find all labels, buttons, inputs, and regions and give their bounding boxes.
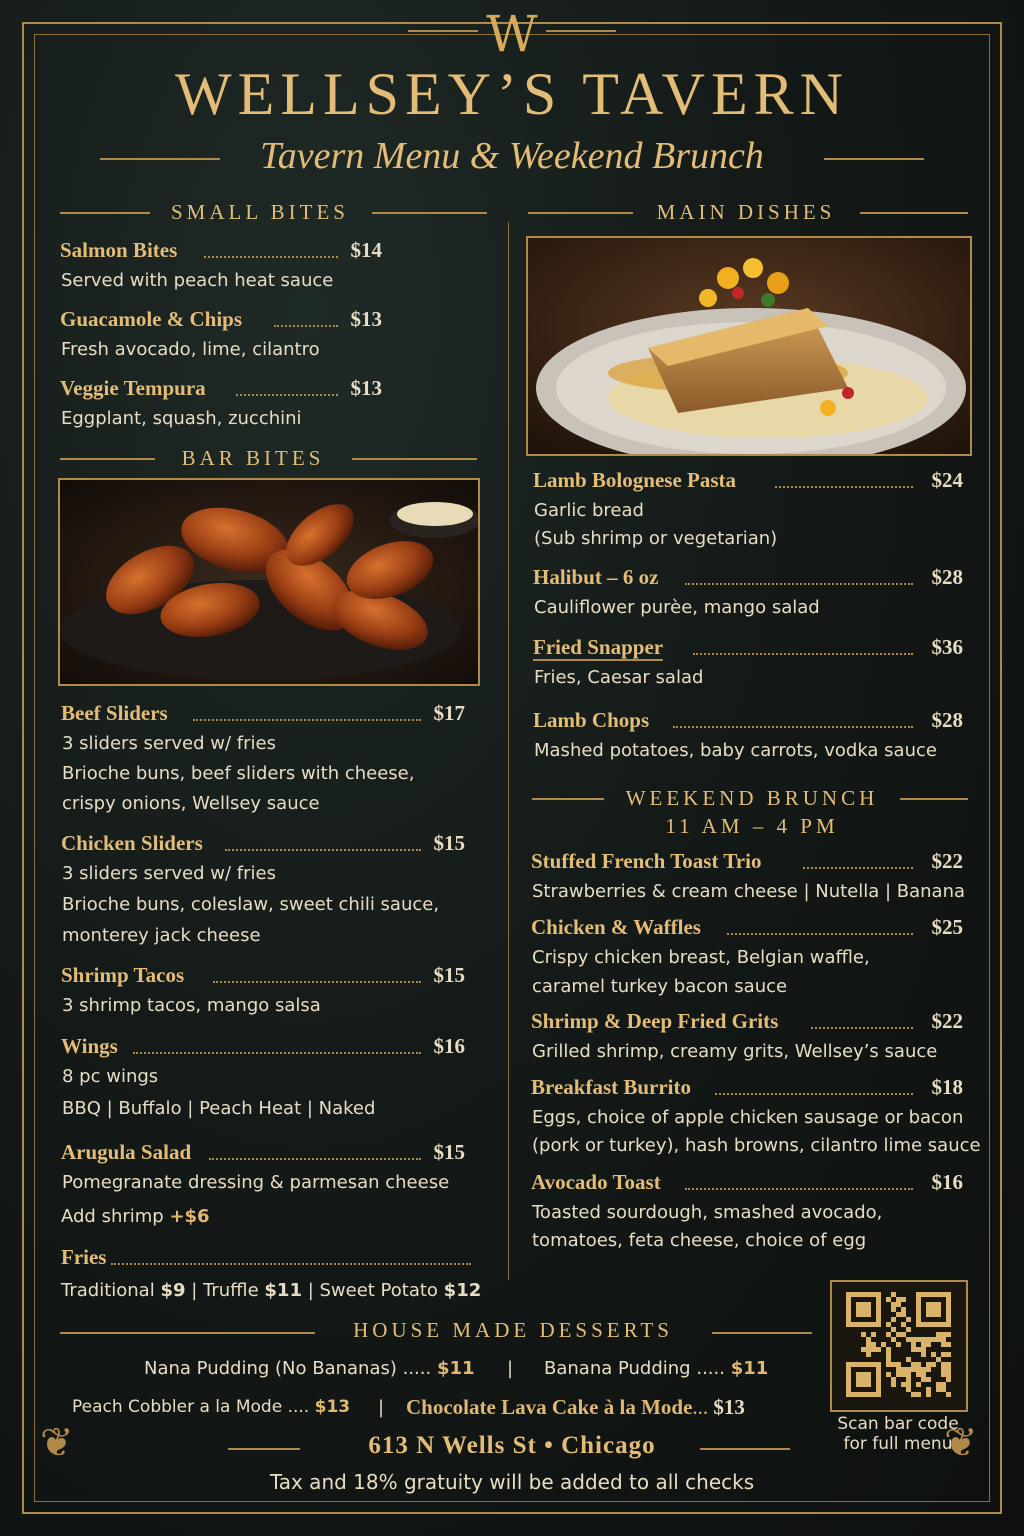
menu-item-name: Fries (61, 1245, 107, 1269)
dot-leader (803, 867, 913, 869)
menu-item (60, 307, 382, 332)
dessert-item-featured: Chocolate Lava Cake à la Mode... $13 (406, 1395, 745, 1419)
ornament-icon: ❦ (40, 1420, 74, 1466)
menu-item (61, 831, 465, 856)
dot-leader (715, 1093, 913, 1095)
desserts-heading: HOUSE MADE DESSERTS (353, 1318, 673, 1342)
dot-leader (811, 1027, 913, 1029)
menu-item-price: $15 (433, 963, 465, 987)
section-rule (528, 212, 633, 214)
menu-item (61, 1245, 471, 1270)
menu-item (61, 1140, 465, 1165)
menu-item (61, 1034, 465, 1059)
section-rule (700, 1448, 790, 1450)
menu-item-name: Fried Snapper (533, 635, 664, 659)
menu-item-name: Veggie Tempura (60, 376, 206, 400)
menu-item-description: monterey jack cheese (62, 925, 261, 946)
dot-leader (685, 583, 913, 585)
menu-item-name: Breakfast Burrito (531, 1075, 692, 1099)
menu-item (533, 565, 963, 590)
menu-item-price: $13 (350, 376, 382, 400)
menu-item-name: Wings (61, 1034, 118, 1058)
column-divider (508, 222, 509, 1280)
menu-item-description: 3 sliders served w/ fries (62, 863, 276, 884)
menu-item (61, 963, 465, 988)
menu-item-name: Halibut – 6 oz (533, 565, 659, 589)
dessert-separator: | (507, 1358, 514, 1379)
dot-leader (209, 1158, 421, 1160)
dot-leader (775, 486, 913, 488)
menu-item-description: tomatoes, feta cheese, choice of egg (532, 1230, 867, 1251)
menu-item-description: (pork or turkey), hash browns, cilantro lime sauce (532, 1135, 981, 1156)
menu-item-price: $24 (931, 468, 963, 492)
dessert-item: Peach Cobbler a la Mode .... $13 (72, 1397, 351, 1417)
addon-line: Add shrimp +$6 (61, 1206, 210, 1227)
menu-item-description: Mashed potatoes, baby carrots, vodka sauce (534, 740, 937, 761)
menu-item-price: $22 (931, 849, 963, 873)
monogram-logo: W (470, 6, 554, 62)
menu-item-name: Stuffed French Toast Trio (531, 849, 762, 873)
dot-leader (193, 719, 421, 721)
menu-item-name: Avocado Toast (531, 1170, 661, 1194)
menu-item-name: Lamb Bolognese Pasta (533, 468, 737, 492)
menu-item-description: (Sub shrimp or vegetarian) (534, 528, 778, 549)
dot-leader (225, 849, 421, 851)
menu-item-price: $14 (350, 238, 382, 262)
section-rule (60, 1332, 315, 1334)
dot-leader (133, 1052, 421, 1054)
menu-item-name: Salmon Bites (60, 238, 178, 262)
section-rule (352, 458, 477, 460)
section-rule (60, 458, 155, 460)
menu-item-name: Lamb Chops (533, 708, 650, 732)
menu-item (533, 468, 963, 493)
dot-leader (111, 1263, 471, 1265)
dot-leader (204, 256, 338, 258)
menu-item-description: Brioche buns, beef sliders with cheese, (62, 763, 415, 784)
menu-item-description: 3 sliders served w/ fries (62, 733, 276, 754)
menu-item-name: Shrimp & Deep Fried Grits (531, 1009, 779, 1033)
fries-options: Traditional $9 | Truffle $11 | Sweet Potato $12 (61, 1280, 482, 1301)
section-rule (532, 798, 604, 800)
address: 613 N Wells St • Chicago (368, 1432, 656, 1459)
wings-photo (58, 478, 480, 686)
dot-leader (274, 325, 338, 327)
section-rule (712, 1332, 812, 1334)
qr-code[interactable] (830, 1280, 968, 1412)
menu-item-price: $13 (350, 307, 382, 331)
menu-item-description: Pomegranate dressing & parmesan cheese (62, 1172, 450, 1193)
dessert-item: Nana Pudding (No Bananas) ..... $11 (144, 1358, 475, 1379)
dessert-separator: | (378, 1397, 385, 1418)
menu-item (531, 1009, 963, 1034)
subtitle-rule-right (824, 158, 924, 160)
menu-item-price: $36 (931, 635, 963, 659)
menu-item-price: $15 (433, 831, 465, 855)
dot-leader (236, 394, 338, 396)
menu-item-name: Arugula Salad (61, 1140, 192, 1164)
dot-leader (685, 1188, 913, 1190)
menu-item-name: Beef Sliders (61, 701, 168, 725)
menu-item-description: Crispy chicken breast, Belgian waffle, (532, 947, 870, 968)
menu-item-description: Toasted sourdough, smashed avocado, (532, 1202, 883, 1223)
weekend-brunch-heading: WEEKEND BRUNCH (625, 786, 879, 810)
menu-item (531, 915, 963, 940)
menu-item-name: Guacamole & Chips (60, 307, 243, 331)
menu-item-price: $25 (931, 915, 963, 939)
section-rule (60, 212, 150, 214)
small-bites-heading: SMALL BITES (171, 200, 349, 224)
menu-item-description: Brioche buns, coleslaw, sweet chili sauce, (62, 894, 440, 915)
ornament-icon: ❦ (944, 1420, 978, 1466)
menu-item-price: $17 (433, 701, 465, 725)
menu-item (531, 849, 963, 874)
tax-notice: Tax and 18% gratuity will be added to all checks (269, 1470, 755, 1494)
menu-item (60, 238, 382, 263)
dot-leader (213, 981, 421, 983)
section-rule (900, 798, 968, 800)
menu-item-description: Served with peach heat sauce (61, 270, 334, 291)
brunch-hours: 11 AM – 4 PM (665, 814, 839, 838)
menu-item-description: Fresh avocado, lime, cilantro (61, 339, 320, 360)
menu-item-description: Eggs, choice of apple chicken sausage or bacon (532, 1107, 964, 1128)
menu-item-price: $28 (931, 565, 963, 589)
menu-item-price: $15 (433, 1140, 465, 1164)
menu-item-description: BBQ | Buffalo | Peach Heat | Naked (62, 1098, 376, 1119)
menu-item-description: Eggplant, squash, zucchini (61, 408, 302, 429)
menu-item (60, 376, 382, 401)
menu-item-price: $28 (931, 708, 963, 732)
menu-item-name: Chicken Sliders (61, 831, 203, 855)
menu-item (61, 701, 465, 726)
restaurant-title: WELLSEY’S TAVERN (175, 61, 849, 127)
menu-item-description: crispy onions, Wellsey sauce (62, 793, 320, 814)
section-rule (860, 212, 968, 214)
menu-item-price: $18 (931, 1075, 963, 1099)
menu-item-description: 8 pc wings (62, 1066, 159, 1087)
menu-item (531, 1170, 963, 1195)
menu-item-name: Chicken & Waffles (531, 915, 701, 939)
bar-bites-heading: BAR BITES (181, 446, 325, 470)
menu-item (531, 1075, 963, 1100)
menu-item (533, 635, 963, 660)
menu-item-description: caramel turkey bacon sauce (532, 976, 788, 997)
menu-item-price: $16 (931, 1170, 963, 1194)
section-rule (372, 212, 487, 214)
dot-leader (673, 726, 913, 728)
menu-item-price: $16 (433, 1034, 465, 1058)
dessert-item: Banana Pudding ..... $11 (544, 1358, 769, 1379)
menu-item-description: 3 shrimp tacos, mango salsa (62, 995, 321, 1016)
menu-item-description: Fries, Caesar salad (534, 667, 704, 688)
halibut-photo (526, 236, 972, 456)
menu-item-name: Shrimp Tacos (61, 963, 185, 987)
menu-subtitle: Tavern Menu & Weekend Brunch (260, 135, 764, 177)
menu-item (533, 708, 963, 733)
menu-item-description: Garlic bread (534, 500, 644, 521)
dot-leader (727, 933, 913, 935)
dot-leader (693, 653, 913, 655)
menu-item-description: Strawberries & cream cheese | Nutella | Banana (532, 881, 966, 902)
main-dishes-heading: MAIN DISHES (656, 200, 836, 224)
menu-item-price: $22 (931, 1009, 963, 1033)
menu-item-description: Cauliflower purèe, mango salad (534, 597, 820, 618)
menu-item-description: Grilled shrimp, creamy grits, Wellsey’s sauce (532, 1041, 938, 1062)
qr-code-icon (832, 1282, 966, 1410)
scan-caption: Scan bar code for full menu (837, 1414, 959, 1454)
